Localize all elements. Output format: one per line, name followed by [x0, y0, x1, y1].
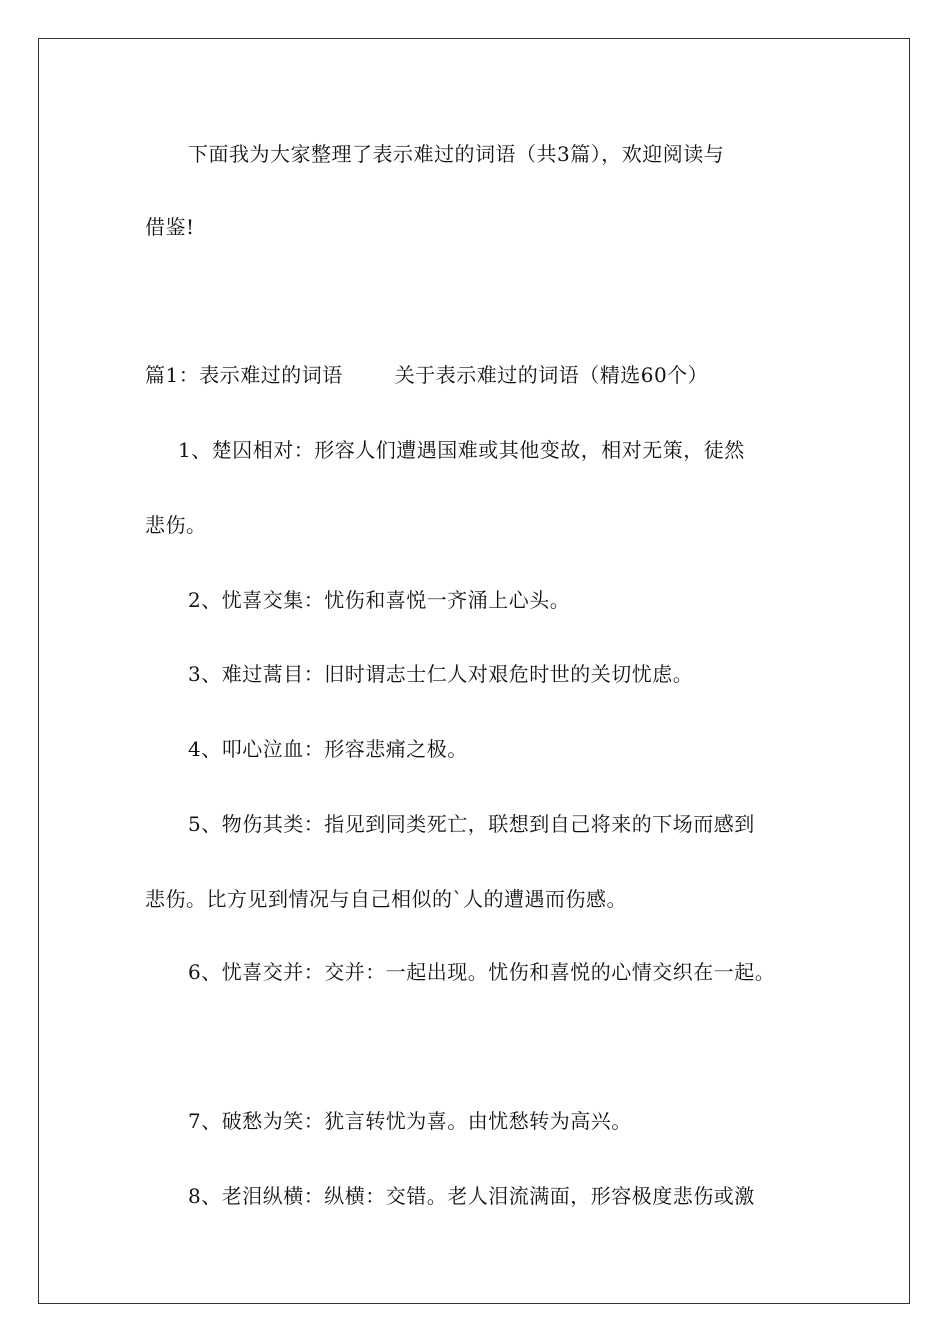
entry-3: 3、难过蒿目：旧时谓志士仁人对艰危时世的关切忧虑。 — [188, 662, 694, 686]
entry-5-line-1: 5、物伤其类：指见到同类死亡，联想到自己将来的下场而感到 — [188, 812, 755, 836]
section-label: 篇1：表示难过的词语 — [145, 363, 343, 387]
entry-4: 4、叩心泣血：形容悲痛之极。 — [188, 737, 468, 761]
intro-line-1: 下面我为大家整理了表示难过的词语（共3篇），欢迎阅读与 — [188, 142, 725, 166]
section-heading — [145, 361, 708, 389]
entry-8-line-1: 8、老泪纵横：纵横：交错。老人泪流满面，形容极度悲伤或激 — [188, 1184, 755, 1208]
entry-1-line-1: 1、楚囚相对：形容人们遭遇国难或其他变故，相对无策，徒然 — [178, 438, 745, 462]
entry-1-line-2: 悲伤。 — [145, 513, 207, 537]
entry-2: 2、忧喜交集：忧伤和喜悦一齐涌上心头。 — [188, 588, 571, 612]
entry-5-line-2: 悲伤。比方见到情况与自己相似的`人的遭遇而伤感。 — [145, 887, 627, 911]
entry-7: 7、破愁为笑：犹言转忧为喜。由忧愁转为高兴。 — [188, 1109, 632, 1133]
entry-6: 6、忧喜交并：交并：一起出现。忧伤和喜悦的心情交织在一起。 — [188, 960, 776, 984]
intro-line-2: 借鉴! — [145, 215, 195, 239]
section-title: 关于表示难过的词语（精选60个） — [394, 363, 709, 387]
